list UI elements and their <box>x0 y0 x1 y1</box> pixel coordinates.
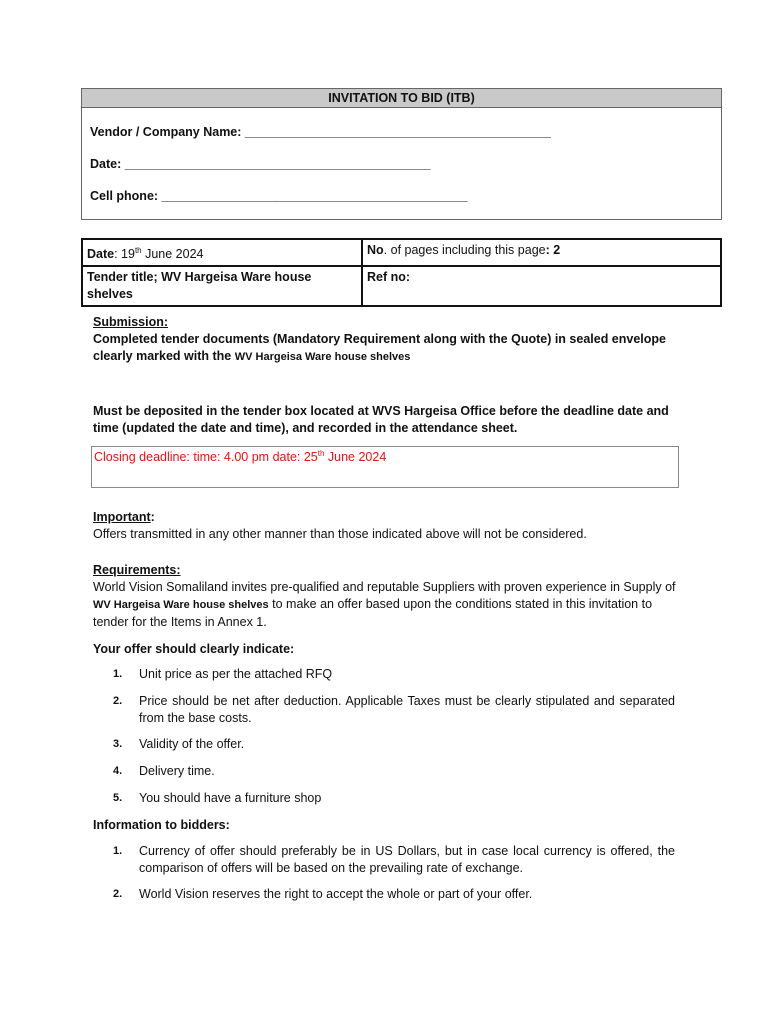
offer-item <box>113 693 675 727</box>
list-text: Delivery time. <box>139 764 215 778</box>
submission-heading: Submission: <box>93 315 169 329</box>
date-cell <box>82 239 362 266</box>
list-text: You should have a furniture shop <box>139 791 322 805</box>
submission-text: Completed tender documents (Mandatory Requirement along with the Quote) in sealed envelope clearly marked with the <box>93 332 666 363</box>
deadline-sup: th <box>317 449 325 458</box>
pages-text: . of pages including this page <box>383 243 546 257</box>
important-colon: : <box>150 510 155 524</box>
tender-info-table <box>81 238 722 307</box>
pages-cell <box>362 239 721 266</box>
pages-value: : 2 <box>545 243 561 257</box>
date-month: June 2024 <box>141 247 204 262</box>
list-text: Price should be net after deduction. Applicable Taxes must be clearly stipulated and separated from the base costs. <box>139 694 675 725</box>
itb-form-box <box>81 88 722 220</box>
bidders-item <box>113 843 675 877</box>
date-label: Date <box>87 247 115 262</box>
list-number: 3. <box>113 738 123 750</box>
tender-title-cell: Tender title; WV Hargeisa Ware house shelves <box>82 266 362 306</box>
date-field[interactable]: Date: ____________________________________________ <box>90 157 431 171</box>
vendor-name-field[interactable]: Vendor / Company Name: ____________________________________________ <box>90 125 551 139</box>
list-number: 1. <box>113 845 123 857</box>
offer-item <box>113 666 675 683</box>
ref-no-cell: Ref no: <box>362 266 721 306</box>
submission-section <box>93 314 683 366</box>
important-heading: Important <box>93 510 151 524</box>
offer-heading: Your offer should clearly indicate: <box>93 642 295 656</box>
submission-project: WV Hargeisa Ware house shelves <box>234 351 411 363</box>
list-number: 4. <box>113 765 123 777</box>
requirements-project: WV Hargeisa Ware house shelves <box>93 599 269 611</box>
bidders-item <box>113 886 675 903</box>
list-number: 5. <box>113 792 123 804</box>
requirements-text: World Vision Somaliland invites pre-qualified and reputable Suppliers with proven experience in Supply of <box>93 580 676 594</box>
offer-item <box>113 736 675 753</box>
offer-item <box>113 790 675 807</box>
deadline-month: June 2024 <box>324 450 387 465</box>
itb-title: INVITATION TO BID (ITB) <box>82 89 721 108</box>
list-text: Validity of the offer. <box>139 737 245 751</box>
list-text: Currency of offer should preferably be in US Dollars, but in case local currency is offered, the comparison of offers will be based on the prevailing rate of exchange. <box>139 844 675 875</box>
closing-deadline-box <box>91 446 679 488</box>
list-text: Unit price as per the attached RFQ <box>139 667 333 681</box>
deadline-text: Closing deadline: time: 4.00 pm date: 25 <box>94 450 318 465</box>
list-number: 2. <box>113 695 123 707</box>
pages-label: No <box>367 243 384 257</box>
date-value: : 19 <box>114 247 135 262</box>
requirements-text-after: to make an offer based upon the conditions stated in this invitation to tender for the Items in Annex 1. <box>93 597 653 629</box>
offer-item <box>113 763 675 780</box>
list-number: 1. <box>113 668 123 680</box>
deposit-text: Must be deposited in the tender box located at WVS Hargeisa Office before the deadline date and time (updated the date and time), and recorded in the attendance sheet. <box>93 404 669 435</box>
list-text: World Vision reserves the right to accept the whole or part of your offer. <box>139 887 533 901</box>
important-section <box>93 509 683 543</box>
important-text: Offers transmitted in any other manner than those indicated above will not be considered. <box>93 527 587 541</box>
requirements-heading: Requirements: <box>93 563 181 577</box>
list-number: 2. <box>113 888 123 900</box>
cell-phone-field[interactable]: Cell phone: ____________________________________________ <box>90 189 468 203</box>
date-sup: th <box>134 246 142 255</box>
bidders-heading: Information to bidders: <box>93 818 230 832</box>
requirements-section <box>93 562 683 631</box>
